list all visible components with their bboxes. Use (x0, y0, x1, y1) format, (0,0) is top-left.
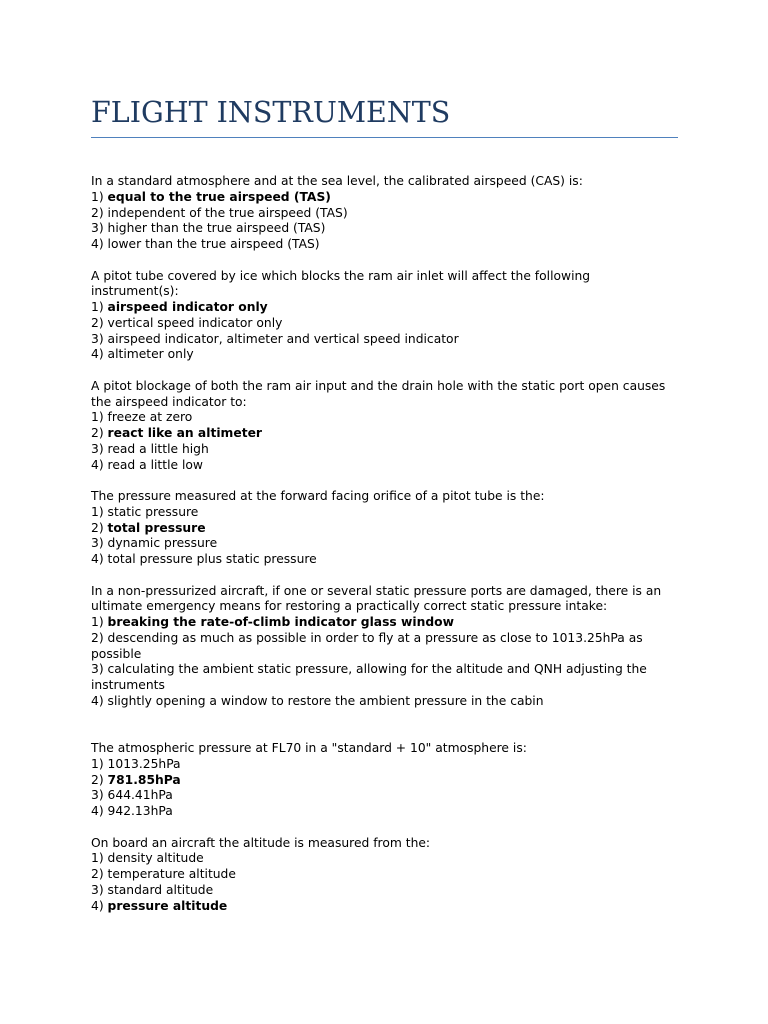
option-text: higher than the true airspeed (TAS) (107, 221, 326, 236)
answer-option (91, 206, 671, 222)
question-5 (91, 584, 671, 710)
option-text: calculating the ambient static pressure, allowing for the altitude and QNH adjusting the instruments (91, 662, 647, 692)
option-text: vertical speed indicator only (107, 315, 283, 330)
answer-option (91, 442, 671, 458)
option-number: 4) (91, 347, 104, 362)
answer-option (91, 410, 671, 426)
option-number: 1) (91, 300, 104, 314)
option-number: 3) (91, 882, 104, 897)
answer-option (91, 505, 671, 521)
option-text: airspeed indicator, altimeter and vertical speed indicator (107, 331, 459, 346)
answer-option (91, 662, 671, 694)
title-divider (91, 137, 678, 138)
option-text: standard altitude (107, 882, 214, 897)
option-text: read a little low (107, 457, 203, 472)
question-list (91, 174, 671, 914)
option-text: 644.41hPa (107, 788, 173, 803)
option-number: 3) (91, 221, 104, 236)
option-text: freeze at zero (107, 410, 193, 425)
question-6 (91, 741, 671, 820)
answer-option (91, 190, 671, 206)
option-number: 1) (91, 504, 104, 519)
option-number: 4) (91, 552, 104, 566)
option-number: 1) (91, 756, 104, 771)
correct-answer-text: react like an altimeter (107, 426, 262, 440)
option-text: slightly opening a window to restore the ambient pressure in the cabin (107, 693, 544, 708)
question-text: The pressure measured at the forward facing orifice of a pitot tube is the: (91, 489, 545, 503)
option-number: 1) (91, 189, 104, 204)
answer-option (91, 426, 671, 442)
answer-option (91, 757, 671, 773)
answer-option (91, 804, 671, 820)
option-text: static pressure (107, 504, 199, 519)
answer-option (91, 788, 671, 804)
correct-answer-text: total pressure (107, 520, 206, 535)
option-text: 942.13hPa (107, 804, 173, 818)
option-number: 4) (91, 457, 104, 472)
question-4 (91, 489, 671, 568)
option-number: 4) (91, 898, 104, 913)
correct-answer-text: 781.85hPa (107, 772, 181, 787)
option-text: temperature altitude (107, 867, 236, 881)
option-text: 1013.25hPa (107, 756, 181, 771)
answer-option (91, 221, 671, 237)
option-text: read a little high (107, 441, 209, 456)
correct-answer-text: breaking the rate-of-climb indicator glass window (107, 615, 454, 629)
answer-option (91, 694, 671, 710)
option-text: independent of the true airspeed (TAS) (107, 205, 348, 220)
option-number: 2) (91, 520, 104, 535)
question-text: On board an aircraft the altitude is measured from the: (91, 835, 431, 850)
question-text: A pitot tube covered by ice which blocks the ram air inlet will affect the following instrument(s): (91, 268, 591, 299)
option-text: altimeter only (107, 347, 194, 362)
answer-option (91, 552, 671, 568)
option-number: 2) (91, 630, 104, 645)
answer-option (91, 851, 671, 867)
answer-option (91, 536, 671, 552)
option-number: 1) (91, 615, 104, 629)
question-text: In a non-pressurized aircraft, if one or several static pressure ports are damaged, there is an ultimate emergency means for restoring a practically correct static pressure intake: (91, 583, 662, 614)
option-text: lower than the true airspeed (TAS) (107, 237, 320, 251)
option-number: 3) (91, 441, 104, 456)
option-number: 4) (91, 237, 104, 251)
answer-option (91, 316, 671, 332)
question-text: The atmospheric pressure at FL70 in a "standard + 10" atmosphere is: (91, 741, 527, 755)
answer-option (91, 867, 671, 883)
question-text: In a standard atmosphere and at the sea level, the calibrated airspeed (CAS) is: (91, 174, 583, 188)
page-title: FLIGHT INSTRUMENTS (91, 96, 451, 129)
question-2 (91, 269, 671, 364)
option-number: 2) (91, 426, 104, 440)
correct-answer-text: equal to the true airspeed (TAS) (107, 189, 331, 204)
answer-option (91, 237, 671, 253)
option-number: 3) (91, 662, 104, 677)
answer-option (91, 773, 671, 789)
question-1 (91, 174, 671, 253)
option-number: 2) (91, 867, 104, 881)
correct-answer-text: pressure altitude (107, 898, 228, 913)
option-text: dynamic pressure (107, 536, 218, 551)
option-number: 1) (91, 851, 104, 866)
option-number: 2) (91, 205, 104, 220)
correct-answer-text: airspeed indicator only (107, 300, 268, 314)
answer-option (91, 615, 671, 631)
answer-option (91, 347, 671, 363)
question-text: A pitot blockage of both the ram air input and the drain hole with the static port open causes the airspeed indicator to: (91, 378, 666, 409)
option-text: density altitude (107, 851, 204, 866)
answer-option (91, 332, 671, 348)
answer-option (91, 458, 671, 474)
option-number: 2) (91, 772, 104, 787)
option-text: descending as much as possible in order to fly at a pressure as close to 1013.25hPa as possible (91, 630, 643, 661)
option-number: 3) (91, 331, 104, 346)
question-3 (91, 379, 671, 474)
answer-option (91, 631, 671, 663)
answer-option (91, 899, 671, 915)
option-text: total pressure plus static pressure (107, 552, 317, 566)
option-number: 3) (91, 536, 104, 551)
answer-option (91, 300, 671, 316)
option-number: 3) (91, 788, 104, 803)
answer-option (91, 521, 671, 537)
option-number: 2) (91, 315, 104, 330)
option-number: 4) (91, 804, 104, 818)
option-number: 1) (91, 410, 104, 425)
answer-option (91, 883, 671, 899)
question-7 (91, 836, 671, 915)
option-number: 4) (91, 693, 104, 708)
